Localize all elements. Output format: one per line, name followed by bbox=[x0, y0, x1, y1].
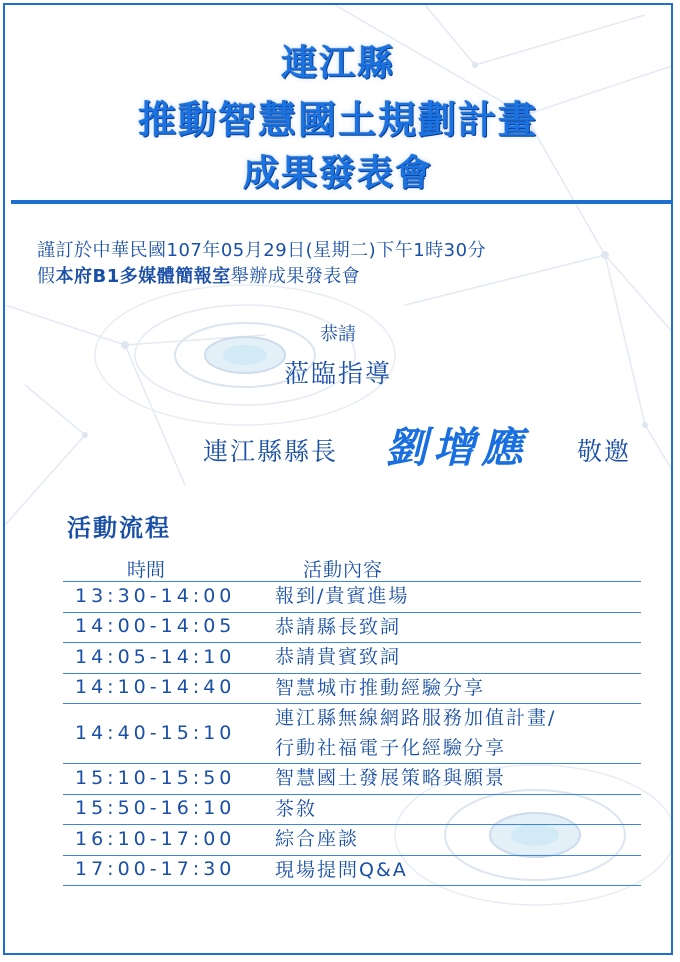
guidance-request: 蒞臨指導 bbox=[283, 359, 392, 388]
intro-venue: 本府B1多媒體簡報室 bbox=[55, 266, 231, 287]
schedule-time: 14:05-14:10 bbox=[75, 645, 236, 668]
intro-venue-suffix: 舉辦成果發表會 bbox=[230, 266, 361, 287]
title-divider bbox=[11, 200, 673, 204]
schedule-time: 15:10-15:50 bbox=[75, 766, 236, 789]
schedule-row bbox=[63, 582, 641, 613]
signature-closing: 敬邀 bbox=[577, 437, 632, 466]
intro-datetime: 謹訂於中華民國107年05月29日(星期二)下午1時30分 bbox=[37, 240, 487, 261]
schedule-row bbox=[63, 674, 641, 705]
schedule-row bbox=[63, 643, 641, 674]
schedule-activity: 恭請貴賓致詞 bbox=[275, 646, 402, 668]
schedule-time: 17:00-17:30 bbox=[75, 858, 236, 881]
schedule-activity: 綜合座談 bbox=[275, 828, 360, 850]
schedule-row bbox=[63, 825, 641, 856]
schedule-activity: 恭請縣長致詞 bbox=[275, 615, 402, 638]
schedule-time: 14:00-14:05 bbox=[75, 615, 236, 638]
schedule-time: 15:50-16:10 bbox=[75, 797, 236, 820]
schedule-activity: 茶敘 bbox=[275, 797, 318, 820]
schedule-time: 14:10-14:40 bbox=[75, 676, 236, 699]
schedule-activity: 智慧國土發展策略與願景 bbox=[275, 767, 507, 789]
schedule-activity: 現場提問Q&A bbox=[275, 858, 408, 881]
schedule-activity: 報到/貴賓進場 bbox=[275, 585, 410, 607]
signer-title: 連江縣縣長 bbox=[203, 437, 339, 466]
schedule-activity: 智慧城市推動經驗分享 bbox=[275, 676, 486, 699]
title-event: 成果發表會 bbox=[242, 152, 433, 194]
schedule-time: 16:10-17:00 bbox=[75, 827, 236, 850]
intro-venue-prefix: 假 bbox=[37, 266, 56, 287]
invitation-page bbox=[3, 3, 673, 955]
schedule-row bbox=[63, 856, 641, 887]
title-project: 推動智慧國土規劃計畫 bbox=[137, 97, 538, 142]
intro-venue-line bbox=[37, 262, 360, 288]
schedule-activity: 連江縣無線網路服務加值計畫/ bbox=[275, 707, 557, 729]
column-header-time: 時間 bbox=[127, 559, 166, 581]
schedule-heading: 活動流程 bbox=[67, 513, 171, 542]
column-header-activity: 活動內容 bbox=[303, 559, 384, 581]
schedule-row bbox=[63, 613, 641, 644]
schedule-time: 13:30-14:00 bbox=[75, 584, 236, 607]
title-county: 連江縣 bbox=[280, 42, 395, 84]
schedule-row bbox=[63, 704, 641, 764]
schedule-row bbox=[63, 764, 641, 795]
respectfully-invite: 恭請 bbox=[320, 324, 356, 345]
schedule-table bbox=[63, 555, 641, 886]
signer-name: 劉增應 bbox=[385, 423, 530, 472]
schedule-header-row bbox=[63, 555, 641, 582]
schedule-time: 14:40-15:10 bbox=[75, 721, 236, 744]
schedule-rows bbox=[63, 582, 641, 886]
schedule-activity: 行動社福電子化經驗分享 bbox=[275, 736, 507, 759]
schedule-row bbox=[63, 795, 641, 826]
